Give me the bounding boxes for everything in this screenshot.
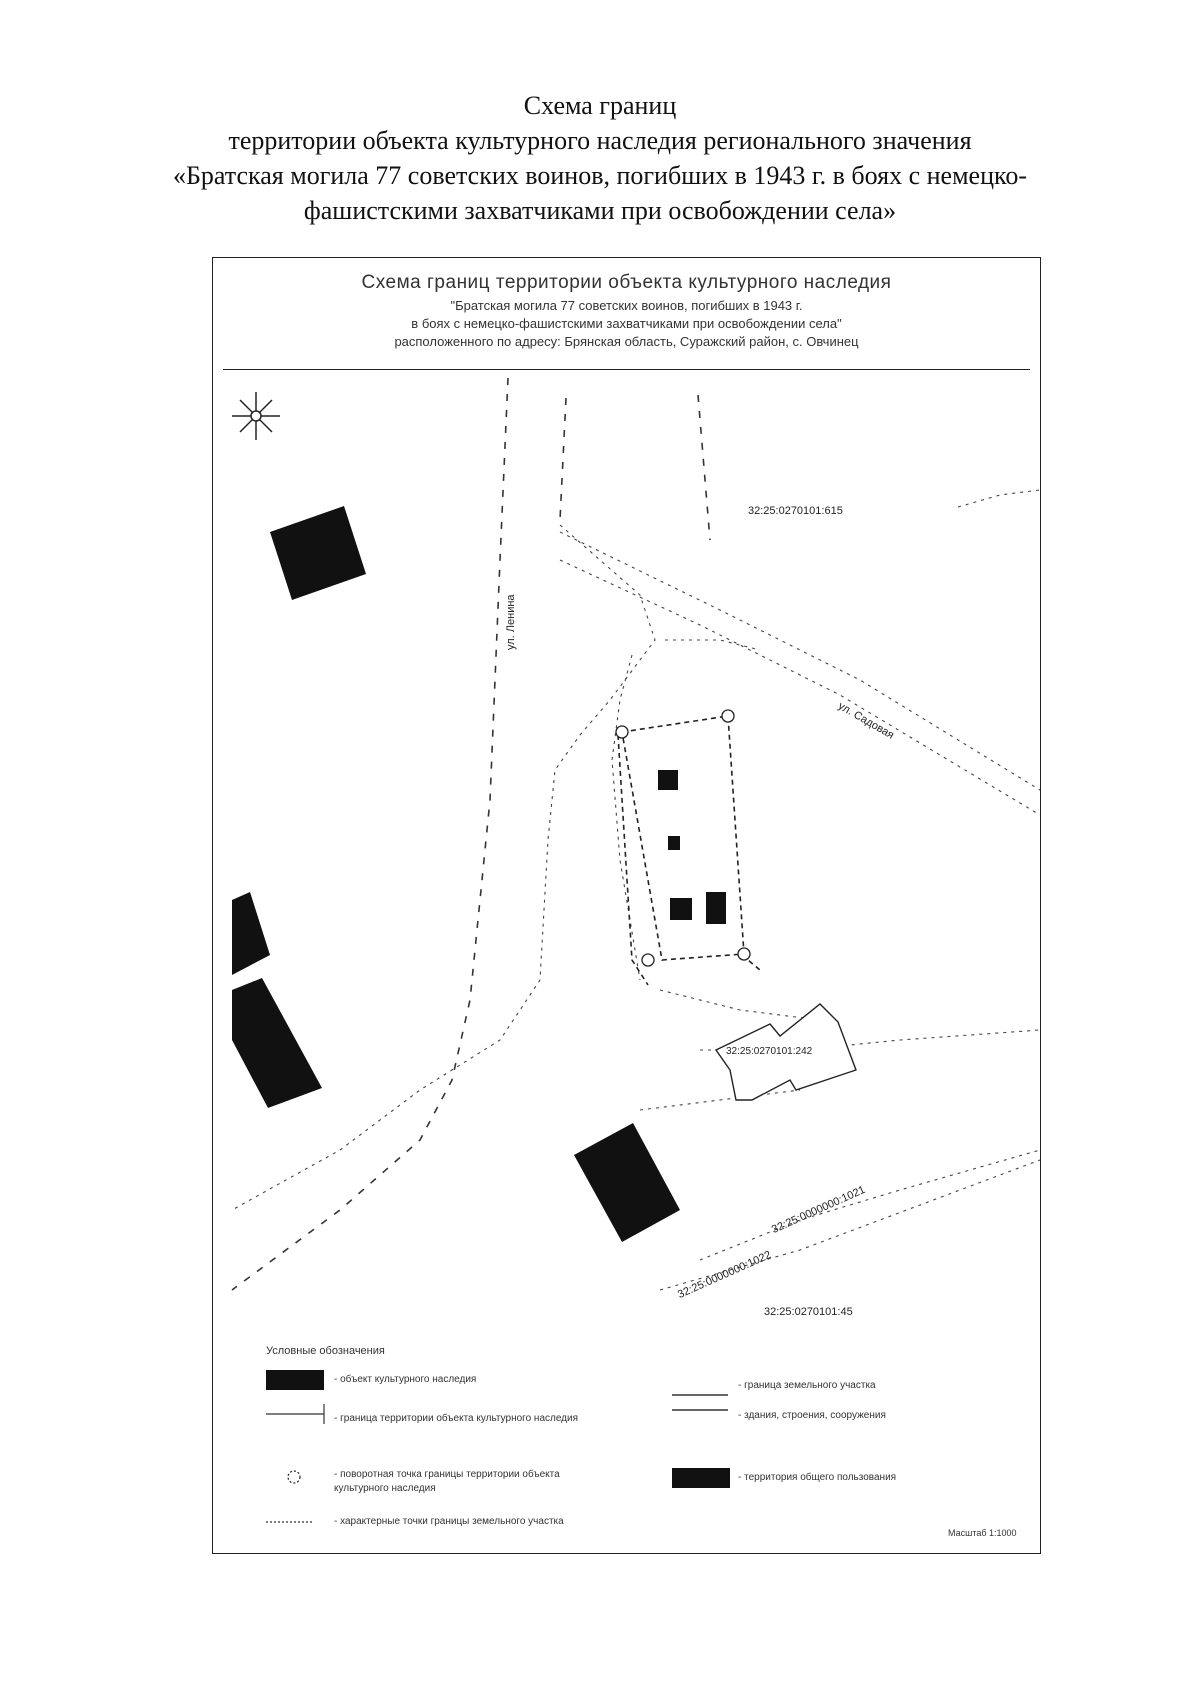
parcel-label-2: 32:25:0270101:242 bbox=[726, 1046, 813, 1057]
street-label-2: ул. Садовая bbox=[836, 700, 896, 742]
scale-label: Масштаб 1:1000 bbox=[948, 1528, 1017, 1538]
legend-item-monument: - объект культурного наследия bbox=[334, 1374, 477, 1385]
legend-item-territory: - граница территории объекта культурного наследия bbox=[334, 1413, 579, 1424]
road-label-2: 32:25:0000000:1022 bbox=[676, 1248, 774, 1301]
map-title: Схема границ территории объекта культурного наследия bbox=[361, 272, 892, 293]
legend-item-parcel-points: - характерные точки границы земельного участка bbox=[334, 1516, 564, 1527]
title-line-1: Схема границ bbox=[523, 91, 677, 120]
street-label-1: ул. Ленина bbox=[505, 594, 517, 650]
map-subtitle-2: в боях с немецко-фашистскими захватчиками при освобождении села" bbox=[411, 316, 842, 331]
north-arrow-icon bbox=[232, 392, 280, 440]
monument-objects bbox=[658, 770, 726, 924]
title-line-3: «Братская могила 77 советских воинов, погибших в 1943 г. в боях с немецко- bbox=[173, 161, 1027, 190]
legend-item-public-area: - территория общего пользования bbox=[738, 1472, 897, 1483]
map-subtitle-1: "Братская могила 77 советских воинов, погибших в 1943 г. bbox=[450, 298, 803, 313]
parcel-label-3: 32:25:0270101:45 bbox=[764, 1306, 853, 1318]
title-line-2: территории объекта культурного наследия регионального значения bbox=[228, 126, 972, 155]
road-label-1: 32:25:0000000:1021 bbox=[770, 1183, 868, 1236]
legend-symbols bbox=[266, 1370, 730, 1522]
parcel-label-1: 32:25:0270101:615 bbox=[748, 505, 843, 517]
buildings bbox=[232, 506, 680, 1242]
map-subtitle-3: расположенного по адресу: Брянская область, Суражский район, с. Овчинец bbox=[394, 334, 859, 349]
legend-heading: Условные обозначения bbox=[266, 1345, 385, 1357]
legend-item-buildings: - здания, строения, сооружения bbox=[738, 1410, 886, 1421]
legend-item-turning-point: - поворотная точка границы территории объекта культурного наследия bbox=[334, 1469, 560, 1494]
monument-territory-boundary bbox=[618, 716, 760, 985]
title-line-4: фашистскими захватчиками при освобождении села» bbox=[303, 196, 897, 225]
legend-item-parcel-boundary: - граница земельного участка bbox=[738, 1380, 876, 1391]
